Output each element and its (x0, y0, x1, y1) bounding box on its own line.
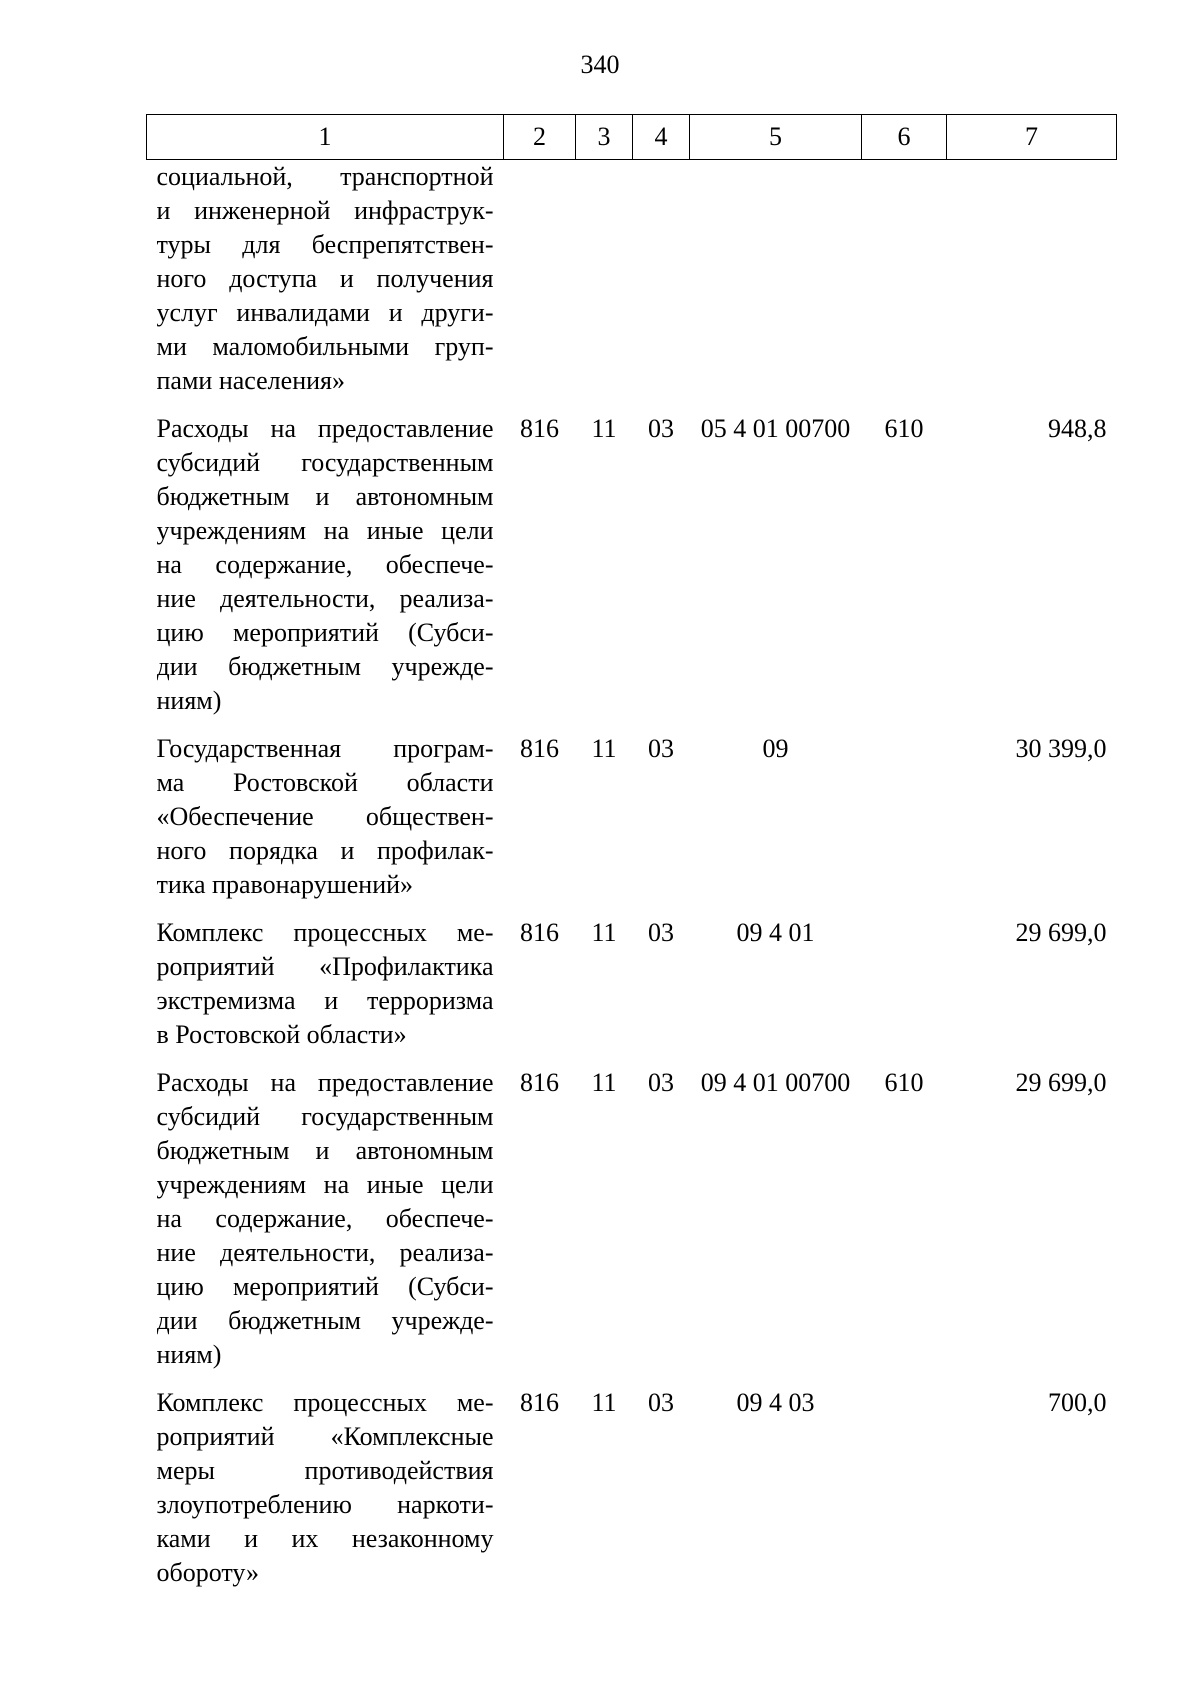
header-col-2: 2 (504, 115, 576, 160)
header-col-1: 1 (147, 115, 504, 160)
item-name-line: Государственная програм- (156, 734, 494, 763)
amount-cell: 29 699,0 (1015, 918, 1107, 947)
header-col-7: 7 (947, 115, 1117, 160)
item-name-line: в Ростовской области» (156, 1020, 407, 1049)
item-name-line: на содержание, обеспече- (156, 1204, 494, 1233)
expense-type-cell: 610 (884, 414, 924, 443)
item-name-line: роприятий «Профилактика (156, 952, 494, 981)
item-name-line: бюджетным и автономным (156, 1136, 494, 1165)
section-cell: 11 (591, 734, 617, 763)
item-name-line: субсидий государственным (156, 1102, 494, 1131)
subsection-cell: 03 (648, 414, 674, 443)
header-row (147, 115, 1117, 160)
amount-cell: 700,0 (1048, 1388, 1107, 1417)
item-name-line: цию мероприятий (Субси- (156, 1272, 494, 1301)
item-name-line: Расходы на предоставление (156, 1068, 494, 1097)
section-cell: 11 (591, 1068, 617, 1097)
target-item-cell: 09 4 01 00700 (700, 1068, 851, 1097)
target-item-cell: 09 (762, 734, 789, 763)
table-body (147, 160, 1117, 1605)
item-name-line: Расходы на предоставление (156, 414, 494, 443)
item-name-line: роприятий «Комплексные (156, 1422, 494, 1451)
admin-code-cell: 816 (520, 1388, 559, 1417)
section-cell (576, 160, 633, 413)
item-name-line: ками и их незаконному (156, 1524, 494, 1553)
table-row (147, 1066, 1117, 1386)
item-name-cell (147, 160, 504, 413)
item-name-cell (147, 412, 504, 732)
item-name-cell (147, 1066, 504, 1386)
item-name-line: и инженерной инфраструк- (156, 196, 494, 225)
admin-code-cell: 816 (520, 414, 559, 443)
item-name-line: учреждениям на иные цели (156, 516, 494, 545)
item-name-line: тика правонарушений» (156, 870, 414, 899)
section-cell: 11 (591, 1388, 617, 1417)
item-name-line: пами населения» (156, 366, 345, 395)
expense-type-cell (862, 916, 947, 1066)
header-col-3: 3 (576, 115, 633, 160)
section-cell: 11 (591, 918, 617, 947)
item-name-cell (147, 916, 504, 1066)
item-name-line: ние деятельности, реализа- (156, 1238, 494, 1267)
item-name-line: ниям) (156, 686, 222, 715)
item-name-line: туры для беспрепятствен- (156, 230, 494, 259)
item-name-line: ного доступа и получения (156, 264, 494, 293)
admin-code-cell: 816 (520, 918, 559, 947)
item-name-line: обороту» (156, 1558, 260, 1587)
item-name-line: меры противодействия (156, 1456, 494, 1485)
subsection-cell (633, 160, 690, 413)
item-name-line: ма Ростовской области (156, 768, 494, 797)
item-name-line: ного порядка и профилак- (156, 836, 494, 865)
subsection-cell: 03 (648, 1388, 674, 1417)
target-item-cell: 09 4 01 (736, 918, 815, 947)
item-name-line: на содержание, обеспече- (156, 550, 494, 579)
header-col-5: 5 (690, 115, 862, 160)
item-name-line: ми маломобильными груп- (156, 332, 494, 361)
admin-code-cell: 816 (520, 1068, 559, 1097)
item-name-cell (147, 1386, 504, 1604)
expense-type-cell: 610 (884, 1068, 924, 1097)
target-item-cell: 09 4 03 (736, 1388, 815, 1417)
header-col-6: 6 (862, 115, 947, 160)
amount-cell: 29 699,0 (1015, 1068, 1107, 1097)
budget-table (146, 114, 1117, 1604)
section-cell: 11 (591, 414, 617, 443)
amount-cell (947, 160, 1117, 413)
item-name-line: социальной, транспортной (156, 162, 494, 191)
item-name-line: Комплекс процессных ме- (156, 918, 494, 947)
item-name-line: злоупотреблению наркоти- (156, 1490, 494, 1519)
item-name-cell (147, 732, 504, 916)
item-name-line: дии бюджетным учрежде- (156, 652, 494, 681)
table-row (147, 1386, 1117, 1604)
expense-type-cell (862, 732, 947, 916)
table-row (147, 916, 1117, 1066)
table-row (147, 732, 1117, 916)
header-col-4: 4 (633, 115, 690, 160)
target-item-cell: 05 4 01 00700 (700, 414, 851, 443)
subsection-cell: 03 (648, 734, 674, 763)
table-row (147, 160, 1117, 413)
page-number: 340 (580, 50, 620, 79)
item-name-line: услуг инвалидами и други- (156, 298, 494, 327)
item-name-line: ние деятельности, реализа- (156, 584, 494, 613)
item-name-line: учреждениям на иные цели (156, 1170, 494, 1199)
expense-type-cell (862, 160, 947, 413)
item-name-line: цию мероприятий (Субси- (156, 618, 494, 647)
subsection-cell: 03 (648, 918, 674, 947)
item-name-line: Комплекс процессных ме- (156, 1388, 494, 1417)
amount-cell: 948,8 (1048, 414, 1107, 443)
item-name-line: субсидий государственным (156, 448, 494, 477)
admin-code-cell: 816 (520, 734, 559, 763)
item-name-line: «Обеспечение обществен- (156, 802, 494, 831)
expense-type-cell (862, 1386, 947, 1604)
admin-code-cell (504, 160, 576, 413)
subsection-cell: 03 (648, 1068, 674, 1097)
item-name-line: экстремизма и терроризма (156, 986, 494, 1015)
target-item-cell (690, 160, 862, 413)
item-name-line: бюджетным и автономным (156, 482, 494, 511)
item-name-line: дии бюджетным учрежде- (156, 1306, 494, 1335)
item-name-line: ниям) (156, 1340, 222, 1369)
table-row (147, 412, 1117, 732)
table-header (147, 115, 1117, 160)
amount-cell: 30 399,0 (1015, 734, 1107, 763)
